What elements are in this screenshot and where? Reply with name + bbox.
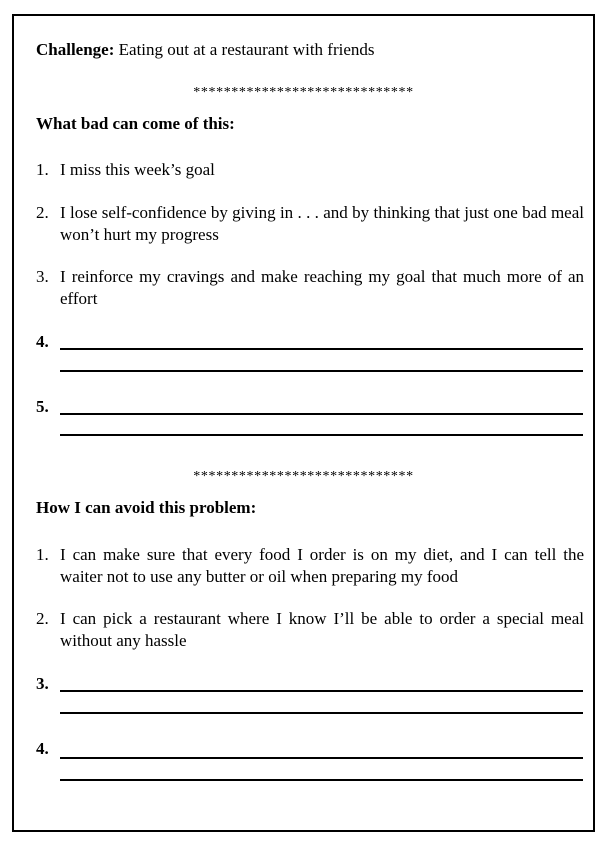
bad-item-3 bbox=[36, 266, 584, 310]
write-in-line[interactable] bbox=[60, 348, 583, 350]
avoid-item-1 bbox=[36, 544, 584, 588]
item-number: 1. bbox=[36, 160, 49, 179]
avoid-section-heading: How I can avoid this problem: bbox=[36, 498, 257, 517]
write-in-line[interactable] bbox=[60, 690, 583, 692]
avoid-item-3-number: 3. bbox=[36, 674, 49, 693]
item-number: 2. bbox=[36, 609, 49, 628]
item-text: I miss this week’s goal bbox=[60, 160, 215, 179]
bad-item-5-number: 5. bbox=[36, 397, 49, 416]
write-in-line[interactable] bbox=[60, 413, 583, 415]
bad-section-heading: What bad can come of this: bbox=[36, 114, 235, 133]
bad-item-4-number: 4. bbox=[36, 332, 49, 351]
item-number: 2. bbox=[36, 203, 49, 222]
divider-stars: ***************************** bbox=[193, 469, 414, 484]
item-text: I can pick a restaurant where I know I’ll be able to order a special meal without any hassle bbox=[60, 609, 584, 650]
item-text: I reinforce my cravings and make reaching my goal that much more of an effort bbox=[60, 267, 584, 308]
write-in-line[interactable] bbox=[60, 712, 583, 714]
challenge-text: Eating out at a restaurant with friends bbox=[118, 40, 375, 59]
item-text: I lose self-confidence by giving in . . . and by thinking that just one bad meal won’t hurt my progress bbox=[60, 203, 584, 244]
write-in-line[interactable] bbox=[60, 370, 583, 372]
avoid-item-2 bbox=[36, 608, 584, 652]
avoid-item-4-number: 4. bbox=[36, 739, 49, 758]
write-in-line[interactable] bbox=[60, 779, 583, 781]
worksheet-frame bbox=[12, 14, 595, 832]
challenge-line bbox=[36, 39, 375, 61]
bad-item-1 bbox=[36, 159, 584, 181]
divider-stars: ***************************** bbox=[193, 85, 414, 100]
item-number: 1. bbox=[36, 545, 49, 564]
write-in-line[interactable] bbox=[60, 757, 583, 759]
challenge-label: Challenge: bbox=[36, 40, 115, 59]
write-in-line[interactable] bbox=[60, 434, 583, 436]
item-number: 3. bbox=[36, 267, 49, 286]
item-text: I can make sure that every food I order is on my diet, and I can tell the waiter not to use any butter or oil when preparing my food bbox=[60, 545, 584, 586]
bad-item-2 bbox=[36, 202, 584, 246]
